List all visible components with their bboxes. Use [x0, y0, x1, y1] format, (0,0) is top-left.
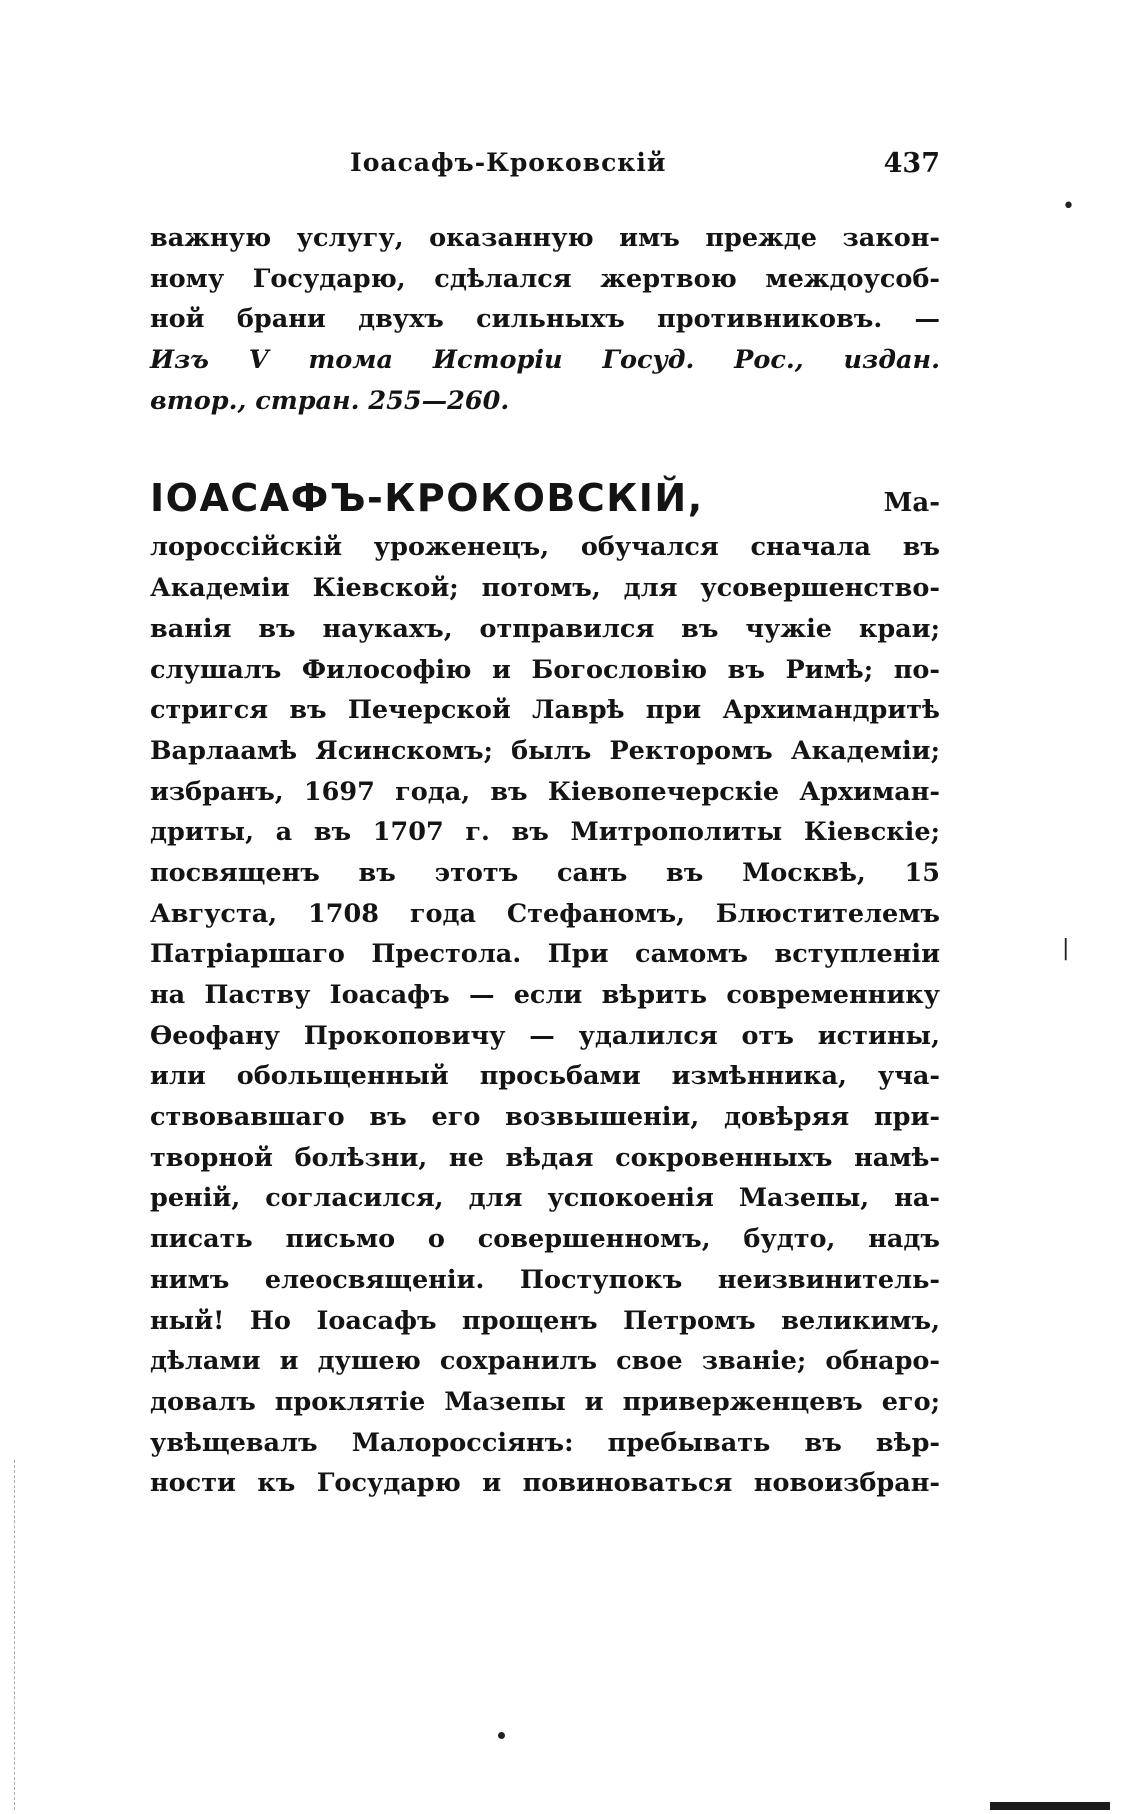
- text-line: дѣлами и душею сохранилъ свое званіе; обнаро-: [150, 1346, 940, 1377]
- page-edge-line: [14, 1460, 16, 1810]
- text-line: избранъ, 1697 года, въ Кіевопечерскіе Архиман-: [150, 776, 940, 807]
- text-line: на Паству Іоасафъ — если вѣрить современнику: [150, 980, 940, 1010]
- corner-ink-mark: [990, 1802, 1110, 1810]
- text-line: творной болѣзни, не вѣдая сокровенныхъ намѣ-: [150, 1142, 940, 1173]
- bottom-ink-dot: [498, 1732, 505, 1739]
- text-line: писать письмо о совершенномъ, будто, надъ: [150, 1224, 940, 1255]
- text-line: увѣщевалъ Малороссіянъ: пребывать въ вѣр-: [150, 1427, 940, 1458]
- text-line: Академіи Кіевской; потомъ, для усовершенство-: [150, 573, 940, 604]
- source-reference-line: Изъ V тома Исторіи Госуд. Рос., издан.: [150, 345, 940, 376]
- entry-gap: [150, 421, 940, 469]
- text-line: слушалъ Философію и Богословію въ Римѣ; по-: [150, 654, 940, 685]
- text-line: лороссійскій уроженецъ, обучался сначала въ: [150, 532, 940, 563]
- text-line: дриты, а въ 1707 г. въ Митрополиты Кіевскіе;: [150, 817, 940, 848]
- text-line: ности къ Государю и повиноваться новоизбран-: [150, 1468, 940, 1499]
- running-head: [150, 148, 940, 188]
- text-line: или обольщенный просьбами измѣнника, уча-: [150, 1061, 940, 1092]
- text-line: довалъ проклятіе Мазепы и приверженцевъ его;: [150, 1386, 940, 1417]
- text-line: реній, согласился, для успокоенія Мазепы, на-: [150, 1183, 940, 1214]
- text-line: Патріаршаго Престола. При самомъ вступленіи: [150, 939, 940, 970]
- margin-speck: •: [1062, 194, 1075, 219]
- margin-speck: |: [1062, 936, 1070, 961]
- text-line: ной брани двухъ сильныхъ противниковъ. —: [150, 304, 940, 335]
- page-number: 437: [883, 148, 940, 179]
- text-line: ствовавшаго въ его возвышеніи, довѣряя при-: [150, 1102, 940, 1133]
- text-line: важную услугу, оказанную имъ прежде закон-: [150, 223, 940, 253]
- text-line: ный! Но Іоасафъ прощенъ Петромъ великимъ,: [150, 1305, 940, 1336]
- running-title: Іоасафъ-Кроковскій: [350, 148, 667, 177]
- text-line: Ѳеофану Прокоповичу — удалился отъ истины,: [150, 1020, 940, 1051]
- text-line: Августа, 1708 года Стефаномъ, Блюстителемъ: [150, 898, 940, 929]
- source-reference-line: втор., стран. 255—260.: [150, 385, 510, 416]
- text-line: нимъ елеосвященіи. Поступокъ неизвинитель-: [150, 1264, 940, 1295]
- text-line: Варлаамѣ Ясинскомъ; былъ Ректоромъ Академіи;: [150, 735, 940, 766]
- text-block: [150, 218, 940, 1504]
- text-line: ному Государю, сдѣлался жертвою междоусоб-: [150, 263, 940, 294]
- text-line: посвященъ въ этотъ санъ въ Москвѣ, 15: [150, 857, 940, 888]
- text-line: стригся въ Печерской Лаврѣ при Архимандритѣ: [150, 695, 940, 726]
- entry-first-line: [150, 469, 940, 527]
- entry-headword: ІОАСАФЪ-КРОКОВСКІЙ,: [150, 476, 704, 521]
- text-line: ванія въ наукахъ, отправился въ чужіе краи;: [150, 613, 940, 644]
- entry-first-line-tail: Ма-: [883, 488, 940, 519]
